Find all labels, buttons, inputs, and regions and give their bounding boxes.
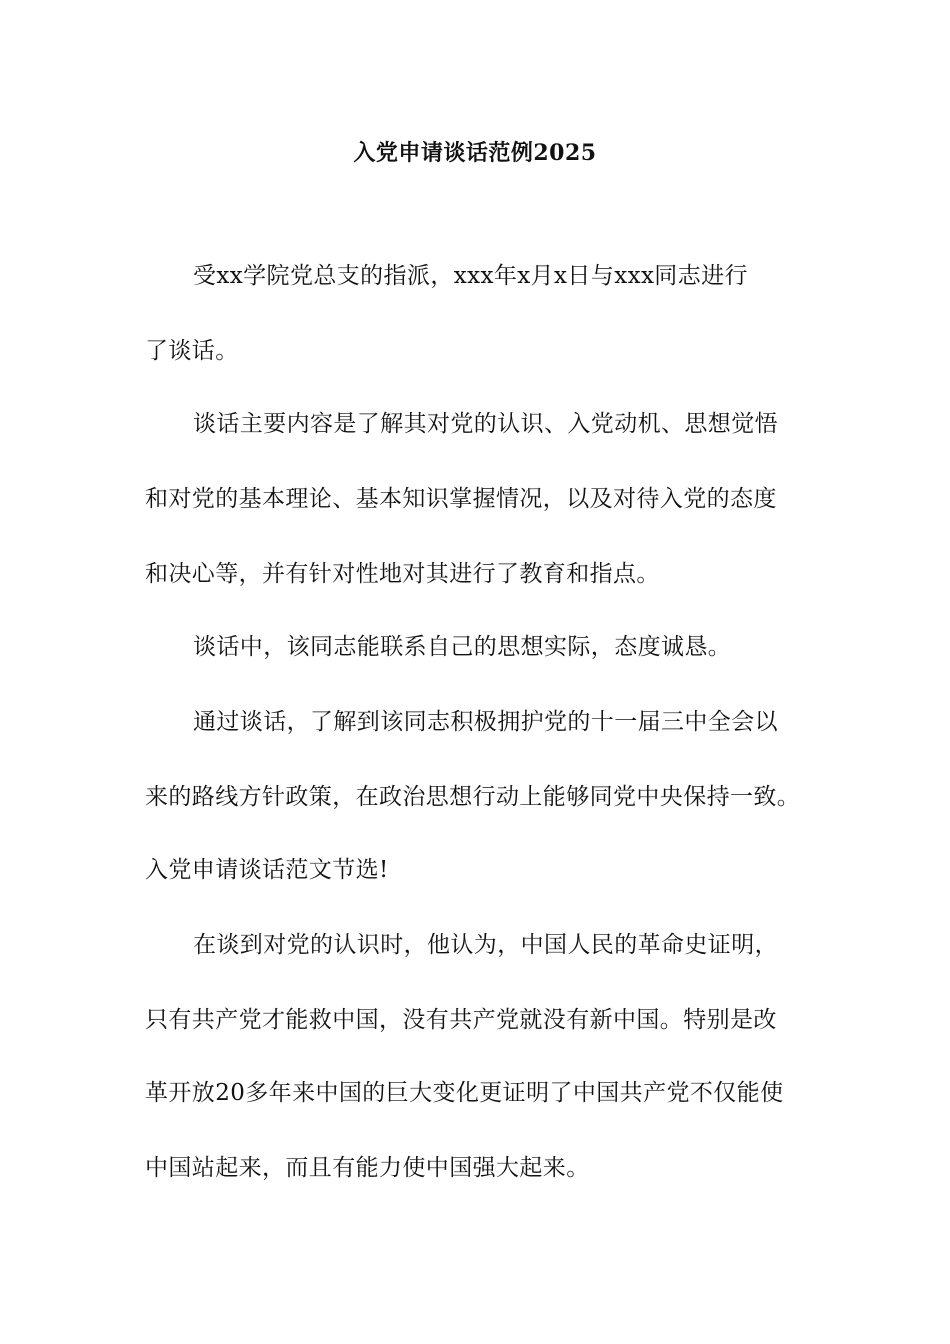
paragraph-line: 谈话中，该同志能联系自己的思想实际，态度诚恳。	[193, 634, 732, 660]
paragraph-line: 只有共产党才能救中国，没有共产党就没有新中国。特别是改	[145, 1007, 777, 1033]
paragraph-line: 通过谈话，了解到该同志积极拥护党的十一届三中全会以	[193, 709, 778, 735]
paragraph-line: 和决心等，并有针对性地对其进行了教育和指点。	[145, 561, 660, 587]
paragraph-line: 受xx学院党总支的指派，xxx年x月x日与xxx同志进行	[193, 263, 748, 289]
paragraph-line: 中国站起来，而且有能力使中国强大起来。	[145, 1155, 590, 1181]
paragraph-line: 谈话主要内容是了解其对党的认识、入党动机、思想觉悟	[193, 411, 778, 437]
paragraph-line: 和对党的基本理论、基本知识掌握情况，以及对待入党的态度	[145, 486, 777, 512]
paragraph-line: 来的路线方针政策，在政治思想行动上能够同党中央保持一致。	[145, 784, 801, 810]
paragraph-line: 入党申请谈话范文节选!	[145, 857, 389, 883]
paragraph-line: 了谈话。	[145, 338, 239, 364]
document-title: 入党申请谈话范例2025	[353, 140, 597, 166]
paragraph-line: 革开放20多年来中国的巨大变化更证明了中国共产党不仅能使	[145, 1080, 784, 1106]
paragraph-line: 在谈到对党的认识时，他认为，中国人民的革命史证明，	[193, 932, 778, 958]
